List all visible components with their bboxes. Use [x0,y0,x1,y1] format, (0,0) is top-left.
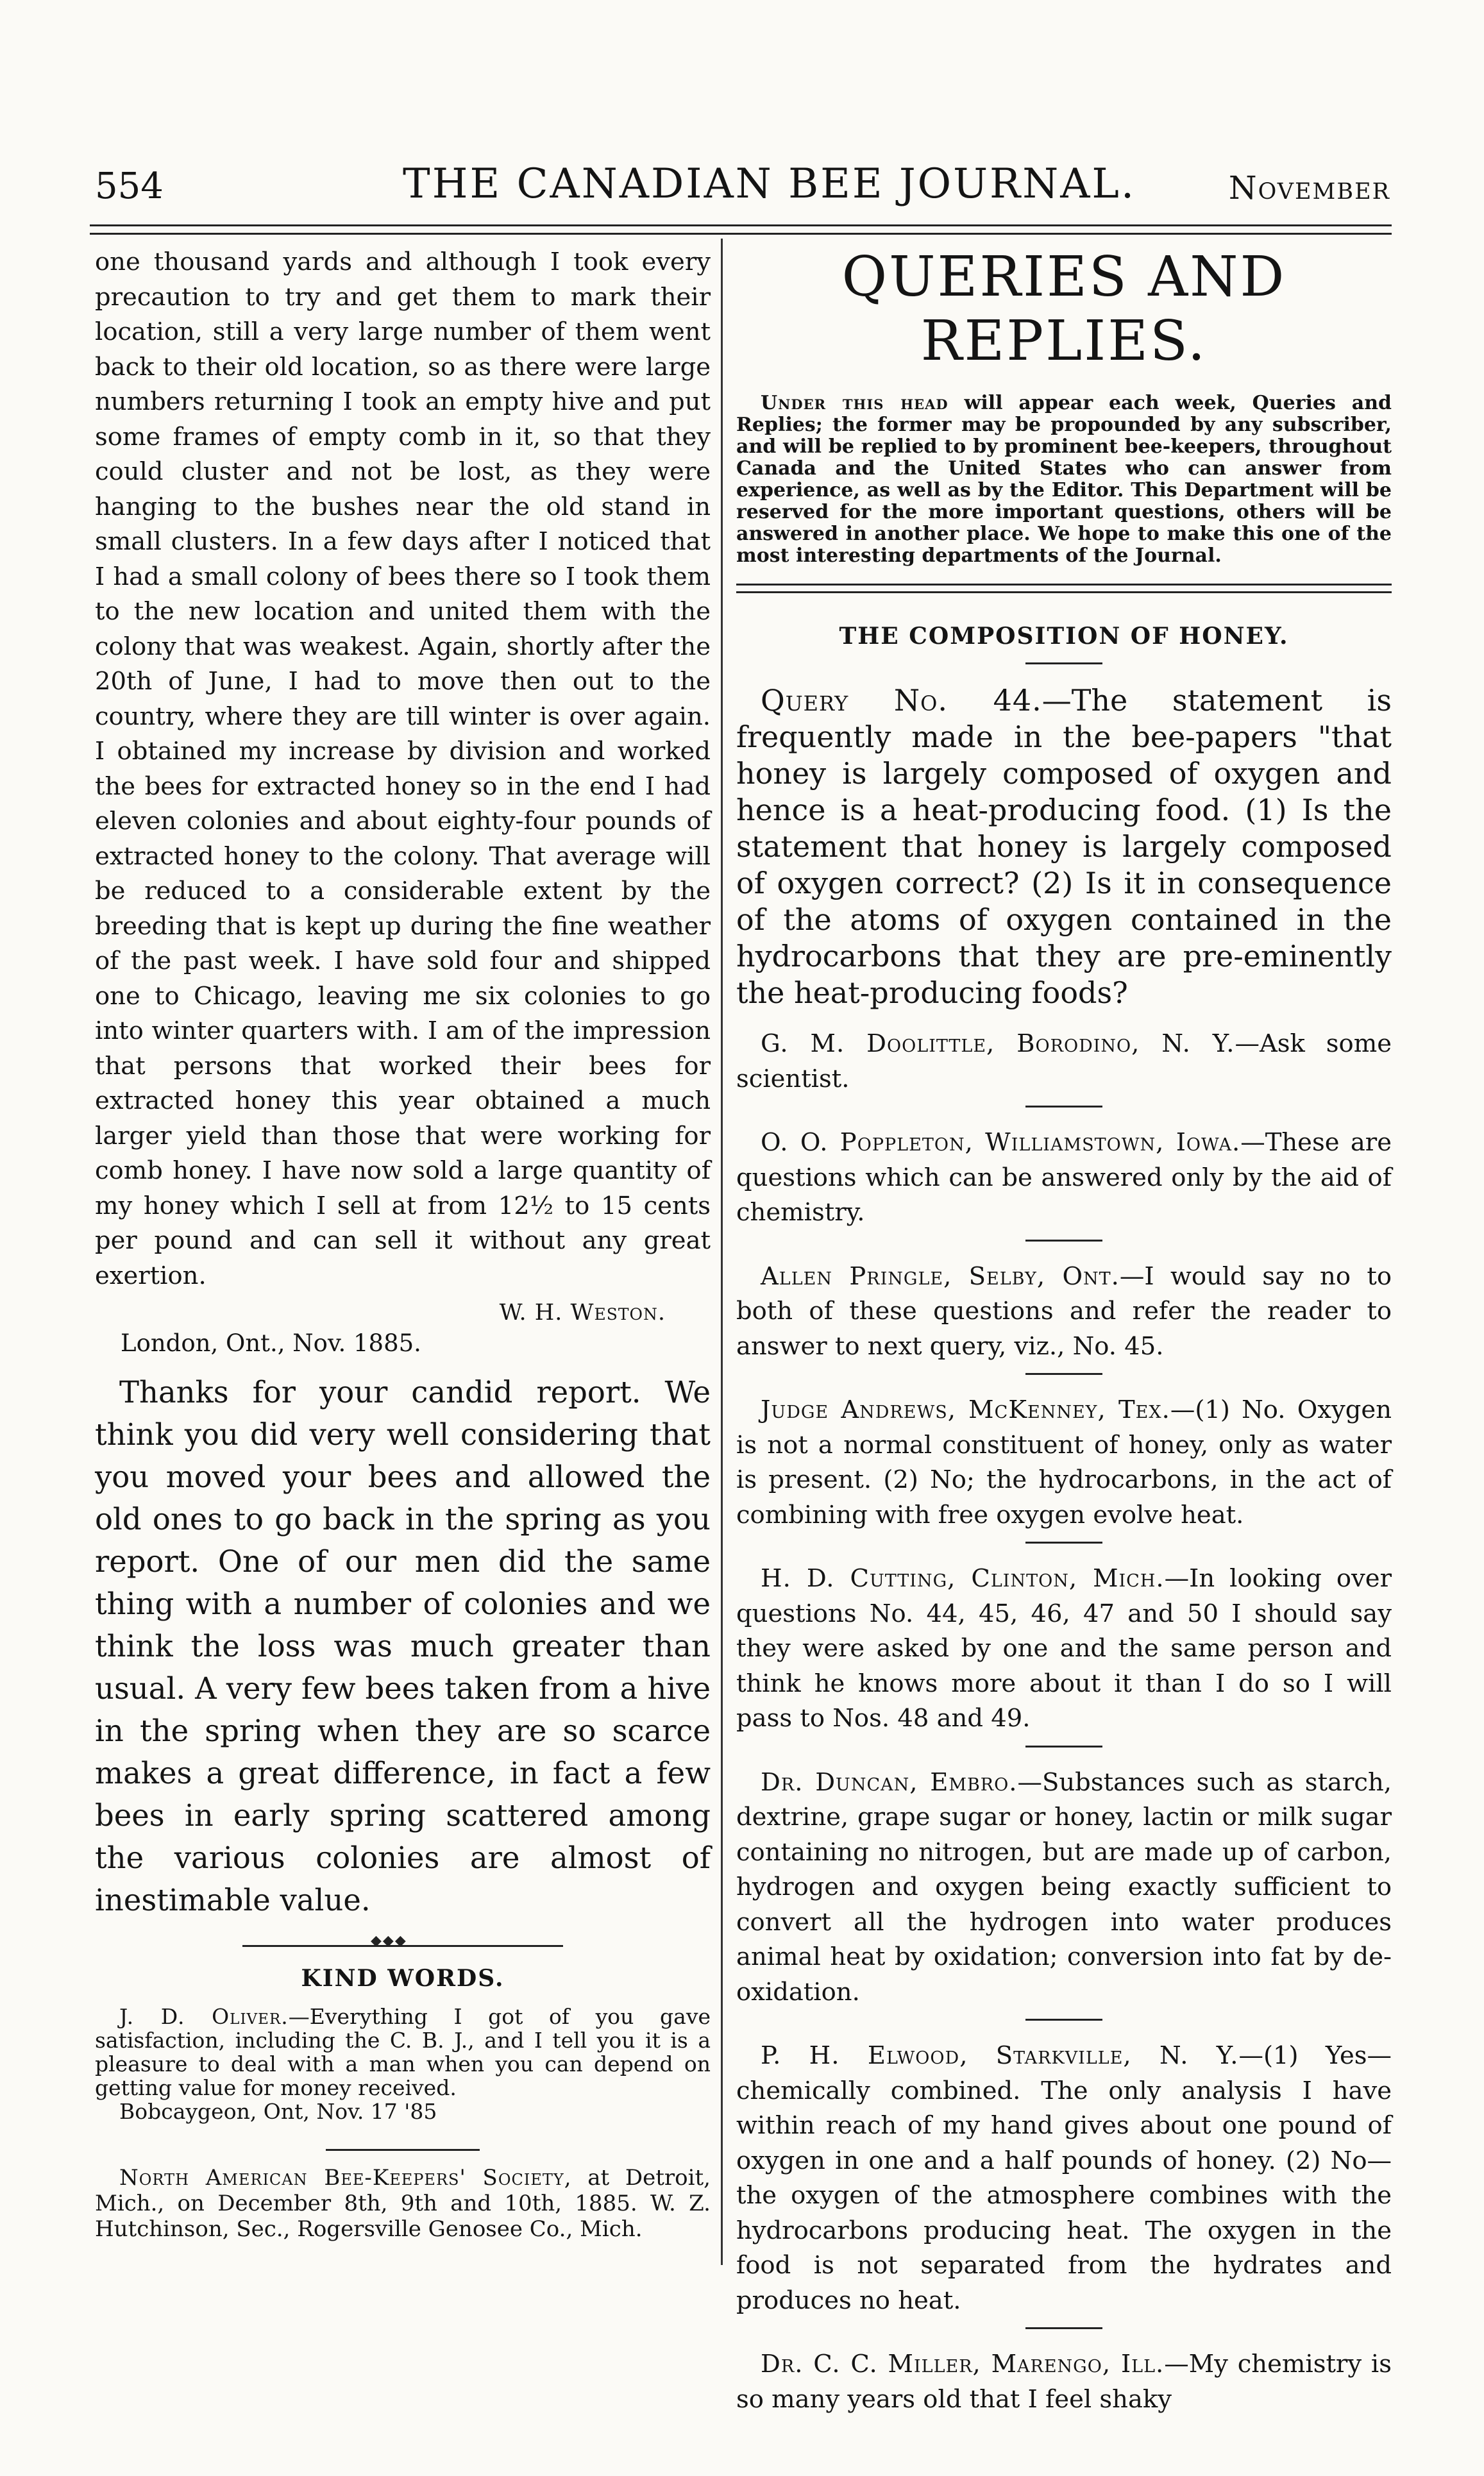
kind-words-place-date: Bobcaygeon, Ont, Nov. 17 '85 [119,2099,437,2124]
answer-text: —In looking over questions No. 44, 45, 46, 47 and 50 I should say they were asked by one and the same person and think he knows more about it than I do so I will pass to Nos. 48 and 49. [736,1564,1392,1733]
answer-name: O. O. Poppleton, Williamstown, Iowa. [761,1128,1241,1157]
header-rule [90,224,1392,235]
query-title: THE COMPOSITION OF HONEY. [839,623,1289,650]
separator [1025,1240,1102,1242]
separator [1025,662,1102,664]
society-text: at Detroit, Mich., on December 8th, 9th and 10th, 1885. W. Z. Hutchinson, Sec., Rogersville Genosee Co., Mich. [95,2165,711,2242]
query-body: —The statement is frequently made in the bee-papers "that honey is largely composed of oxygen and hence is a heat-producing food. (1) Is the statement that honey is largely composed of oxygen correct? (2) Is it in consequence of the atoms of oxygen contained in the hydrocarbons that they are pre-eminently the heat-producing foods? [736,683,1392,1010]
letter-date: London, Ont., Nov. 1885. [121,1329,421,1357]
answer-name: Judge Andrews, McKenney, Tex. [761,1395,1170,1424]
letter-paragraph: one thousand yards and although I took every precaution to try and get them to mark their location, still a very large number of them went back to their old location, so as there were large numbers returning I took an empty hive and put some frames of empty comb in it, so that they could cluster and not be lost, as they were hanging to the bushes near the old stand in small clusters. In a few days after I noticed that I had a small colony of bees there so I took them to the new location and united them with the colony that was weakest. Again, shortly after the 20th of June, I had to move then out to the country, where they are till winter is over again. I obtained my increase by division and worked the bees for extracted honey so in the end I had eleven colonies and about eighty-four pounds of extracted honey to the colony. That average will be reduced to a considerable extent by the breeding that is kept up during the fine weather of the past week. I have sold four and shipped one to Chicago, leaving me six colonies to go into winter quarters with. I am of the impression that persons that worked their bees for extracted honey this year obtained a much larger yield than those that were working for comb honey. I have now sold a large quantity of my honey which I sell at from 12½ to 15 cents per pound and can sell it without any great exertion. [95,248,711,1290]
answer-text: —(1) Yes—chemically combined. The only analysis I have within reach of my hand gives about one pound of oxygen in one and a half pounds of honey. (2) No—the oxygen of the atmosphere combines with the hydrocarbons producing heat. The oxygen in the food is not separated from the hydrates and produces no heat. [736,2041,1392,2315]
answer-text: —My chemistry is so many years old that I feel shaky [736,2350,1392,2414]
society-name: North American Bee-Keepers' Society, [119,2165,572,2191]
editor-reply: Thanks for your candid report. We think you did very well considering that you moved your bees and allowed the old ones to go back in the spring as you report. One of our men did the same thing with a number of colonies and we think the loss was much greater than usual. A very few bees taken from a hive in the spring when they are so scarce makes a great difference, in fact a few bees in early spring scattered among the various colonies are almost of inestimable value. [95,1375,711,1917]
department-title: QUERIES AND REPLIES. [841,245,1286,373]
answer-name: Allen Pringle, Selby, Ont. [761,1261,1120,1291]
separator [1025,1542,1102,1544]
query-text [736,682,1392,1011]
separator [1025,1373,1102,1375]
right-column [736,245,1392,2417]
separator [1025,1746,1102,1748]
answer-text: —These are questions which can be answered only by the aid of chemistry. [736,1128,1392,1227]
answer-item [736,2347,1392,2417]
answer-item [736,1393,1392,1533]
answer-name: P. H. Elwood, Starkville, N. Y. [761,2041,1239,2070]
answer-name: Dr. Duncan, Embro. [761,1767,1018,1797]
department-intro [736,392,1392,567]
kind-words-body: —Everything I got of you gave satisfaction, including the C. B. J., and I tell you it is a pleasure to deal with a man when you can depend on getting value for money received. [95,2004,711,2100]
kind-words-title: KIND WORDS. [301,1965,505,1992]
section-rule [736,584,1392,593]
answer-text: —Substances such as starch, dextrine, grape sugar or honey, lactin or milk sugar containing no nitrogen, but are made up of carbon, hydrogen and oxygen being exactly sufficient to convert all the hydrogen into water produces animal heat by oxidation; conversion into fat by de-oxidation. [736,1767,1392,2007]
answer-name: Dr. C. C. Miller, Marengo, Ill. [761,2350,1165,2379]
ornamental-separator [242,1939,563,1952]
society-notice [95,2165,711,2242]
left-column [95,245,711,2242]
journal-title: THE CANADIAN BEE JOURNAL. [403,160,1136,208]
answer-item [736,2039,1392,2318]
answer-item [736,1765,1392,2010]
separator [1025,1106,1102,1107]
column-divider [721,239,723,2265]
department-intro-lead: Under this head [761,392,949,414]
kind-words-text [95,2005,711,2100]
answer-item [736,1562,1392,1737]
separator [326,2149,480,2151]
letter-signature: W. H. Weston. [499,1300,666,1326]
page-header [95,160,1390,218]
kind-words-author: J. D. Oliver. [119,2004,289,2029]
issue-month: November [1228,169,1390,206]
answer-text: —(1) No. Oxygen is not a normal constituent of honey, only as water is present. (2) No; the hydrocarbons, in the act of combining with free oxygen evolve heat. [736,1395,1392,1529]
separator [1025,2327,1102,2329]
page-number: 554 [95,165,164,207]
answer-name: G. M. Doolittle, Borodino, N. Y. [761,1029,1235,1058]
answer-text: —Ask some scientist. [736,1029,1392,1093]
answer-item [736,1027,1392,1097]
answer-item [736,1259,1392,1365]
query-label: Query No. 44. [761,683,1042,718]
answer-text: —I would say no to both of these questions and refer the reader to answer to next query, viz., No. 45. [736,1261,1392,1361]
answer-name: H. D. Cutting, Clinton, Mich. [761,1564,1165,1593]
separator [1025,2019,1102,2021]
department-intro-text: will appear each week, Queries and Replies; the former may be propounded by any subscriber, and will be replied to by prominent bee-keepers, throughout Canada and the United States who can answer from experience, as well as by the Editor. This Department will be reserved for the more important questions, others will be answered in another place. We hope to make this one of the most interesting departments of the Journal. [736,392,1392,567]
answer-item [736,1125,1392,1231]
